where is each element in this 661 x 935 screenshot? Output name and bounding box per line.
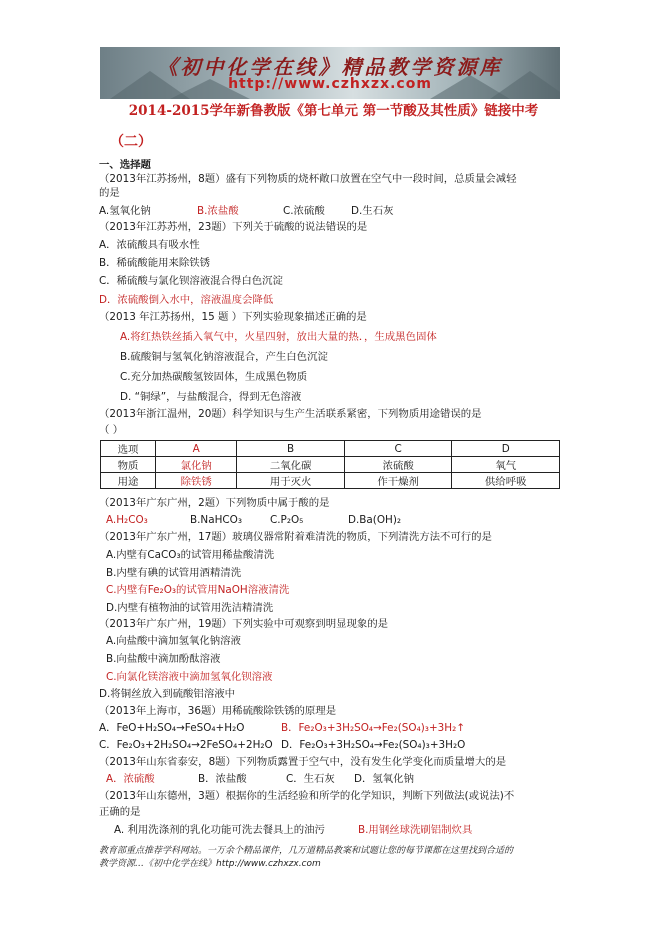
table-cell: 氧气 (452, 457, 560, 473)
option-d: D．Fe₂O₃+3H₂SO₄→Fe₂(SO₄)₃+3H₂O (281, 739, 466, 751)
question-10-options (114, 823, 472, 837)
question-5-options (106, 513, 401, 527)
question-5-stem: （2013年广东广州，2题）下列物质中属于酸的是 (99, 497, 330, 509)
question-9-options (106, 772, 414, 786)
document-title-part: （二） (110, 134, 152, 150)
table-cell: 氯化钠 (156, 457, 237, 473)
option-a: A.氢氧化钠 (99, 205, 151, 217)
option-b: B．Fe₂O₃+3H₂SO₄→Fe₂(SO₄)₃+3H₂↑ (281, 722, 465, 734)
table-cell: 二氧化碳 (237, 457, 345, 473)
option-a: A. 利用洗涤剂的乳化功能可洗去餐具上的油污 (114, 824, 325, 836)
table-cell: 用途 (101, 473, 156, 489)
question-1-options (99, 204, 393, 218)
table-cell: 浓硫酸 (344, 457, 452, 473)
question-3-stem: （2013 年江苏扬州，15 题 ）下列实验现象描述正确的是 (99, 311, 367, 323)
question-6-stem: （2013年广东广州，17题）玻璃仪器常附着难清洗的物质，下列清洗方法不可行的是 (99, 531, 492, 543)
document-title: 2014-2015学年新鲁教版《第七单元 第一节酸及其性质》链接中考 (128, 103, 539, 119)
question-7-stem: （2013年广东广州，19题）下列实验中可观察到明显现象的是 (99, 618, 389, 630)
table-cell: C (344, 441, 452, 457)
table-cell: 用于灭火 (237, 473, 345, 489)
banner-url[interactable]: http://www.czhxzx.com (228, 76, 432, 92)
table-header-row (101, 441, 560, 457)
question-4-table (100, 440, 560, 489)
footer-line-1: 教育部重点推荐学科网站。一万余个精品课件，几万道精品教案和试题让您的每节课都在这里找到合适的 (99, 846, 514, 856)
option-c: C．Fe₂O₃+2H₂SO₄→2FeSO₄+2H₂O (99, 739, 273, 751)
footer-line-2: 教学资源…《初中化学在线》http://www.czhxzx.com (99, 859, 321, 869)
question-7-option-b: B.向盐酸中滴加酚酞溶液 (106, 653, 221, 665)
table-cell: 物质 (101, 457, 156, 473)
question-2-option-b: B．稀硫酸能用来除铁锈 (99, 257, 211, 269)
question-8-options-row2 (99, 738, 465, 752)
table-cell: 选项 (101, 441, 156, 457)
option-c: C.浓硫酸 (283, 205, 325, 217)
option-b-answer: B.浓盐酸 (197, 205, 239, 217)
option-b-answer: B.用钢丝球洗刷铝制炊具 (358, 824, 473, 836)
question-4-blank: （ ） (99, 424, 124, 436)
table-cell: B (237, 441, 345, 457)
table-cell: 作干燥剂 (344, 473, 452, 489)
option-b: B．浓盐酸 (198, 773, 247, 785)
question-1-stem-cont: 的是 (99, 187, 120, 199)
option-d: D．氢氧化钠 (354, 773, 414, 785)
question-6-option-a: A.内壁有CaCO₃的试管用稀盐酸清洗 (106, 549, 275, 561)
option-c: C．生石灰 (286, 773, 335, 785)
question-3-option-a-answer: A.将红热铁丝插入氧气中，火星四射，放出大量的热．，生成黑色固体 (120, 331, 437, 343)
option-d: D.Ba(OH)₂ (348, 514, 402, 526)
table-cell: D (452, 441, 560, 457)
question-2-stem: （2013年江苏苏州，23题）下列关于硫酸的说法错误的是 (99, 221, 368, 233)
question-2-option-d-answer: D．浓硫酸倒入水中，溶液温度会降低 (99, 294, 274, 306)
option-d: D.生石灰 (351, 205, 394, 217)
option-c: C.P₂O₅ (270, 514, 304, 526)
question-4-stem: （2013年浙江温州，20题）科学知识与生产生活联系紧密，下列物质用途错误的是 (99, 408, 482, 420)
question-3-option-d: D. “铜绿”，与盐酸混合，得到无色溶液 (120, 391, 302, 403)
question-6-option-d: D.内壁有植物油的试管用洗洁精清洗 (106, 602, 274, 614)
question-8-stem: （2013年上海市，36题）用稀硫酸除铁锈的原理是 (99, 705, 337, 717)
question-7-option-d: D.将铜丝放入到硫酸铝溶液中 (99, 688, 235, 700)
question-2-option-c: C．稀硫酸与氯化钡溶液混合得白色沉淀 (99, 275, 283, 287)
question-3-option-b: B.硫酸铜与氢氧化钠溶液混合，产生白色沉淀 (120, 351, 328, 363)
header-banner (100, 47, 560, 99)
table-cell: 供给呼吸 (452, 473, 560, 489)
banner-title: 《初中化学在线》精品教学资源库 (157, 55, 503, 79)
option-b: B.NaHCO₃ (190, 514, 242, 526)
table-row (101, 473, 560, 489)
question-9-stem: （2013年山东省泰安，8题）下列物质露置于空气中，没有发生化学变化而质量增大的是 (99, 756, 507, 768)
question-6-option-b: B.内壁有碘的试管用酒精清洗 (106, 567, 242, 579)
question-3-option-c: C.充分加热碳酸氢铵固体，生成黑色物质 (120, 371, 308, 383)
question-2-option-a: A．浓硫酸具有吸水性 (99, 239, 200, 251)
question-10-stem: （2013年山东德州，3题）根据你的生活经验和所学的化学知识，判断下列做法(或说法)不 (99, 790, 515, 802)
question-1-stem: （2013年江苏扬州，8题）盛有下列物质的烧杯敞口放置在空气中一段时间，总质量会减轻 (99, 173, 517, 185)
table-cell: A (156, 441, 237, 457)
question-7-option-a: A.向盐酸中滴加氢氧化钠溶液 (106, 635, 241, 647)
option-a: A．FeO+H₂SO₄→FeSO₄+H₂O (99, 722, 245, 734)
question-8-options-row1 (99, 721, 465, 735)
question-7-option-c-answer: C.向氯化镁溶液中滴加氢氧化钡溶液 (106, 671, 273, 683)
question-10-stem-cont: 正确的是 (99, 806, 141, 818)
section-heading: 一、选择题 (99, 159, 151, 171)
table-row (101, 457, 560, 473)
table-cell: 除铁锈 (156, 473, 237, 489)
question-6-option-c-answer: C.内壁有Fe₂O₃的试管用NaOH溶液清洗 (106, 584, 290, 596)
option-a-answer: A．浓硫酸 (106, 773, 155, 785)
page-footer (99, 845, 569, 871)
option-a-answer: A.H₂CO₃ (106, 514, 148, 526)
